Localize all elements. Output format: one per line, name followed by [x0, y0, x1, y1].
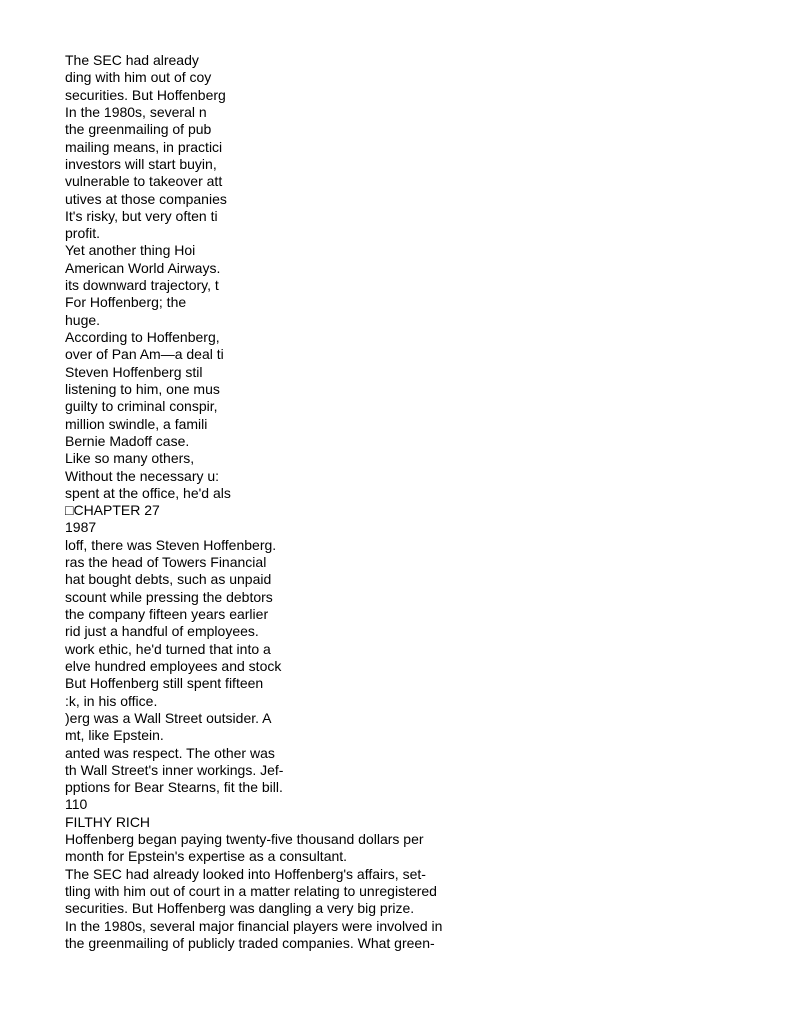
- text-line: Bernie Madoff case.: [65, 432, 190, 449]
- text-line: investors will start buyin,: [65, 155, 217, 172]
- text-line: utives at those companies: [65, 190, 227, 207]
- text-line: pptions for Bear Stearns, fit the bill.: [65, 779, 283, 796]
- text-line: over of Pan Am—a deal ti: [65, 346, 224, 363]
- text-line: In the 1980s, several n: [65, 103, 207, 120]
- text-line: Yet another thing Hoi: [65, 242, 196, 259]
- text-line: ding with him out of coy: [65, 69, 212, 86]
- text-line: According to Hoffenberg,: [65, 329, 220, 345]
- text-line: )erg was a Wall Street outsider. A: [65, 709, 272, 726]
- text-line: The SEC had already looked into Hoffenberg's affairs, set-: [65, 865, 426, 882]
- text-line: huge.: [65, 311, 101, 328]
- text-line: securities. But Hoffenberg: [65, 86, 226, 103]
- text-line: mt, like Epstein.: [65, 727, 164, 744]
- text-line: FILTHY RICH: [65, 813, 151, 830]
- text-line: vulnerable to takeover att: [65, 173, 223, 190]
- text-line: Like so many others,: [65, 450, 195, 467]
- text-line: elve hundred employees and stock: [65, 657, 282, 674]
- text-line: month for Epstein's expertise as a consultant.: [65, 848, 348, 865]
- text-line: It's risky, but very often ti: [65, 207, 218, 224]
- text-line: □CHAPTER 27: [65, 502, 160, 519]
- text-content: [65, 52, 765, 952]
- text-line: loff, there was Steven Hoffenberg.: [65, 536, 277, 553]
- text-line: rid just a handful of employees.: [65, 623, 259, 640]
- text-line: :k, in his office.: [65, 692, 158, 709]
- text-line: Steven Hoffenberg stil: [65, 363, 203, 380]
- text-line: 110: [65, 796, 88, 813]
- text-line: the company fifteen years earlier: [65, 606, 269, 622]
- text-line: scount while pressing the debtors: [65, 588, 273, 605]
- text-line: American World Airways.: [65, 259, 221, 276]
- text-line: The SEC had already: [65, 52, 199, 68]
- text-line: listening to him, one mus: [65, 380, 220, 397]
- text-line: million swindle, a famili: [65, 415, 208, 432]
- text-line: tling with him out of court in a matter relating to unregistered: [65, 883, 437, 899]
- text-line: spent at the office, he'd als: [65, 484, 231, 501]
- text-line: For Hoffenberg; the: [65, 294, 187, 311]
- text-line: ras the head of Towers Financial: [65, 554, 267, 571]
- text-line: the greenmailing of publicly traded companies. What green-: [65, 934, 435, 951]
- text-line: 1987: [65, 519, 97, 536]
- text-line: th Wall Street's inner workings. Jef-: [65, 761, 284, 778]
- text-line: profit.: [65, 225, 101, 242]
- text-line: guilty to criminal conspir,: [65, 398, 218, 415]
- text-line: work ethic, he'd turned that into a: [65, 640, 271, 657]
- text-line: hat bought debts, such as unpaid: [65, 571, 272, 588]
- text-line: Without the necessary u:: [65, 467, 220, 484]
- text-line: its downward trajectory, t: [65, 277, 219, 294]
- text-line: securities. But Hoffenberg was dangling a very big prize.: [65, 900, 415, 917]
- text-line: Hoffenberg began paying twenty-five thousand dollars per: [65, 831, 424, 848]
- text-line: the greenmailing of pub: [65, 121, 212, 138]
- text-line: But Hoffenberg still spent fifteen: [65, 675, 264, 692]
- text-line: mailing means, in practici: [65, 138, 223, 155]
- text-line: anted was respect. The other was: [65, 744, 275, 761]
- text-line: In the 1980s, several major financial players were involved in: [65, 917, 443, 934]
